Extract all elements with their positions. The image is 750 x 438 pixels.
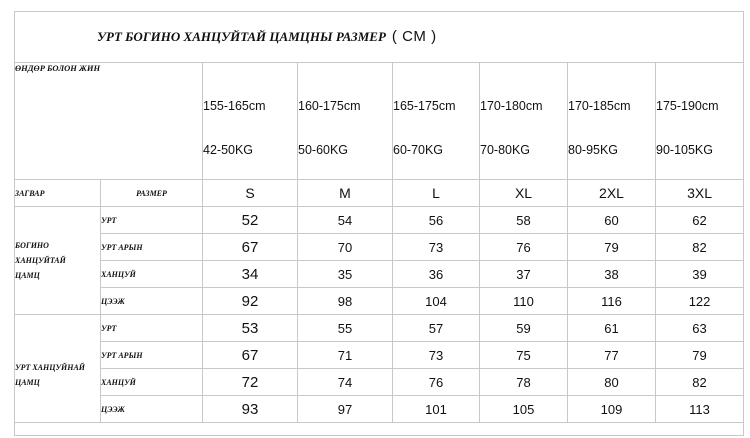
weight-range: 60-70KG [393, 143, 444, 157]
measurement-value: 67 [203, 234, 298, 261]
measurement-value: 79 [656, 342, 744, 369]
weight-range: 70-80KG [480, 143, 531, 157]
measurement-value: 101 [393, 396, 480, 423]
group-label [15, 315, 101, 423]
height-range: 155-165cm [203, 99, 266, 113]
measurement-value: 74 [298, 369, 393, 396]
measurement-value: 61 [568, 315, 656, 342]
measurement-value: 105 [480, 396, 568, 423]
measurement-value: 39 [656, 261, 744, 288]
measurement-row [15, 234, 744, 261]
measurement-row [15, 342, 744, 369]
size-chart-table [14, 11, 744, 436]
measurement-row [15, 396, 744, 423]
group-label-text: БОГИНО ХАНЦУЙТАЙ ЦАМЦ [15, 241, 66, 280]
measurement-name: УРТ [101, 207, 203, 234]
measurement-value: 34 [203, 261, 298, 288]
range-cell [480, 63, 568, 180]
measurement-value: 113 [656, 396, 744, 423]
measurement-value: 73 [393, 342, 480, 369]
measurement-value: 92 [203, 288, 298, 315]
measurement-value: 52 [203, 207, 298, 234]
measurement-name: ХАНЦУЙ [101, 369, 203, 396]
range-cell [568, 63, 656, 180]
measurement-row [15, 207, 744, 234]
measurement-value: 104 [393, 288, 480, 315]
measurement-value: 35 [298, 261, 393, 288]
measurement-value: 72 [203, 369, 298, 396]
measurement-value: 82 [656, 369, 744, 396]
measurement-value: 78 [480, 369, 568, 396]
weight-range: 90-105KG [656, 143, 713, 157]
group-label-text: УРТ ХАНЦУЙНАЙ ЦАМЦ [15, 362, 86, 387]
weight-range: 50-60KG [298, 143, 349, 157]
size-xl: XL [480, 180, 568, 207]
measurement-value: 36 [393, 261, 480, 288]
group-label [15, 207, 101, 315]
measurement-value: 109 [568, 396, 656, 423]
measurement-value: 37 [480, 261, 568, 288]
table-bottom-cell [15, 423, 744, 436]
size-2xl: 2XL [568, 180, 656, 207]
measurement-value: 59 [480, 315, 568, 342]
table-bottom-row [15, 423, 744, 436]
range-cell [656, 63, 744, 180]
measurement-row [15, 288, 744, 315]
measurement-value: 70 [298, 234, 393, 261]
measurement-value: 97 [298, 396, 393, 423]
measurement-value: 55 [298, 315, 393, 342]
measurement-value: 76 [480, 234, 568, 261]
title-cell [15, 12, 744, 63]
measurement-value: 76 [393, 369, 480, 396]
measurement-value: 77 [568, 342, 656, 369]
measurement-value: 122 [656, 288, 744, 315]
height-range: 175-190cm [656, 99, 719, 113]
height-range: 170-185cm [568, 99, 631, 113]
measurement-value: 75 [480, 342, 568, 369]
measurement-name: ХАНЦУЙ [101, 261, 203, 288]
measurement-name: УРТ [101, 315, 203, 342]
measurement-value: 67 [203, 342, 298, 369]
range-cell [393, 63, 480, 180]
height-range: 165-175cm [393, 99, 456, 113]
height-range: 170-180cm [480, 99, 543, 113]
height-range: 160-175cm [298, 99, 361, 113]
title-row [15, 12, 744, 63]
measurement-name: УРТ АРЫН [101, 342, 203, 369]
model-label: ЗАГВАР [15, 180, 101, 207]
measurement-row [15, 315, 744, 342]
measurement-name: ЦЭЭЖ [101, 396, 203, 423]
measurement-value: 38 [568, 261, 656, 288]
range-cell [203, 63, 298, 180]
measurement-name: ЦЭЭЖ [101, 288, 203, 315]
size-chart-sheet [14, 11, 743, 438]
height-weight-label: ӨНДӨР БОЛОН ЖИН [15, 63, 203, 180]
weight-range: 80-95KG [568, 143, 619, 157]
measurement-value: 56 [393, 207, 480, 234]
size-header-row [15, 180, 744, 207]
measurement-value: 53 [203, 315, 298, 342]
measurement-value: 60 [568, 207, 656, 234]
weight-range: 42-50KG [203, 143, 254, 157]
chart-title: УРТ БОГИНО ХАНЦУЙТАЙ ЦАМЦНЫ РАЗМЕР [97, 29, 386, 44]
size-label: РАЗМЕР [101, 180, 203, 207]
measurement-value: 93 [203, 396, 298, 423]
chart-unit: ( CM ) [391, 28, 437, 45]
measurement-value: 110 [480, 288, 568, 315]
range-cell [298, 63, 393, 180]
measurement-value: 80 [568, 369, 656, 396]
measurement-row [15, 369, 744, 396]
measurement-value: 71 [298, 342, 393, 369]
size-s: S [203, 180, 298, 207]
measurement-value: 62 [656, 207, 744, 234]
measurement-value: 79 [568, 234, 656, 261]
size-l: L [393, 180, 480, 207]
measurement-value: 54 [298, 207, 393, 234]
measurement-value: 82 [656, 234, 744, 261]
measurement-value: 116 [568, 288, 656, 315]
measurement-value: 58 [480, 207, 568, 234]
height-weight-row [15, 63, 744, 180]
measurement-value: 73 [393, 234, 480, 261]
measurement-value: 57 [393, 315, 480, 342]
measurement-row [15, 261, 744, 288]
measurement-name: УРТ АРЫН [101, 234, 203, 261]
measurement-value: 98 [298, 288, 393, 315]
measurement-value: 63 [656, 315, 744, 342]
size-m: M [298, 180, 393, 207]
size-3xl: 3XL [656, 180, 744, 207]
